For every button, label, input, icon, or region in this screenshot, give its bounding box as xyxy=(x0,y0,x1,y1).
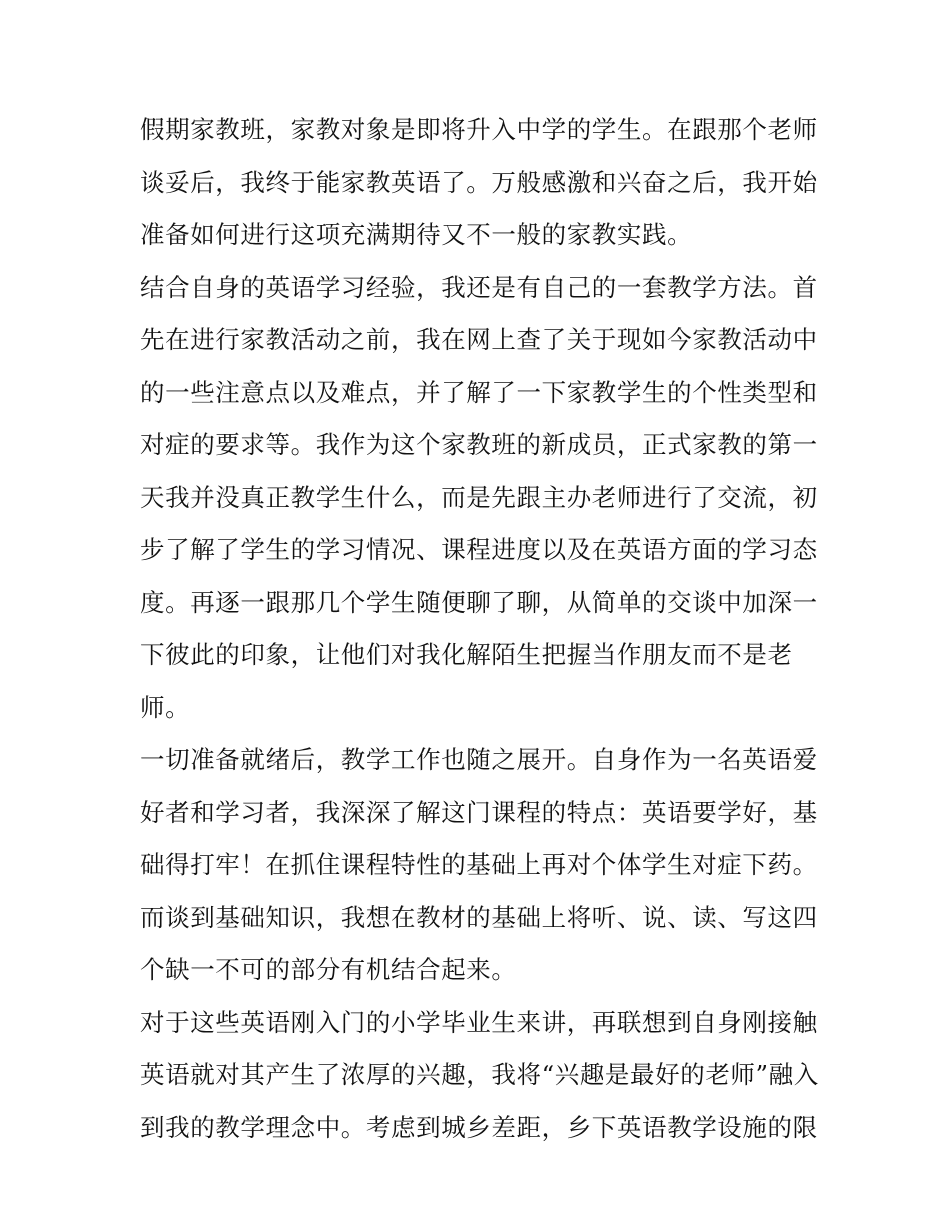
text-line: 对症的要求等。我作为这个家教班的新成员，正式家教的第一 xyxy=(140,430,818,459)
text-line: 一切准备就绪后，教学工作也随之展开。自身作为一名英语爱 xyxy=(140,745,818,774)
document-body xyxy=(140,107,820,1157)
text-line: 对于这些英语刚入门的小学毕业生来讲，再联想到自身刚接触 xyxy=(140,1007,818,1037)
text-line: 的一些注意点以及难点，并了解了一下家教学生的个性类型和 xyxy=(140,377,818,407)
text-line: 础得打牢！在抓住课程特性的基础上再对个体学生对症下药。 xyxy=(140,850,818,879)
text-line: 到我的教学理念中。考虑到城乡差距，乡下英语教学设施的限 xyxy=(140,1112,818,1142)
text-line: 天我并没真正教学生什么，而是先跟主办老师进行了交流，初 xyxy=(140,482,818,512)
text-line: 步了解了学生的学习情况、课程进度以及在英语方面的学习态 xyxy=(140,535,818,564)
text-line: 假期家教班，家教对象是即将升入中学的学生。在跟那个老师 xyxy=(140,115,818,144)
text-line: 先在进行家教活动之前，我在网上查了关于现如今家教活动中 xyxy=(140,325,818,354)
text-line: 下彼此的印象，让他们对我化解陌生把握当作朋友而不是老 xyxy=(140,640,793,669)
text-line: 度。再逐一跟那几个学生随便聊了聊，从简单的交谈中加深一 xyxy=(140,587,818,617)
text-line: 师。 xyxy=(140,692,191,722)
text-line: 英语就对其产生了浓厚的兴趣，我将“兴趣是最好的老师”融入 xyxy=(140,1060,819,1089)
text-line: 准备如何进行这项充满期待又不一般的家教实践。 xyxy=(140,220,693,249)
text-line: 个缺一不可的部分有机结合起来。 xyxy=(140,955,517,984)
text-line: 好者和学习者，我深深了解这门课程的特点：英语要学好，基 xyxy=(140,797,818,827)
text-line: 而谈到基础知识，我想在教材的基础上将听、说、读、写这四 xyxy=(140,902,818,932)
text-line: 结合自身的英语学习经验，我还是有自己的一套教学方法。首 xyxy=(140,272,818,302)
text-line: 谈妥后，我终于能家教英语了。万般感激和兴奋之后，我开始 xyxy=(140,167,818,197)
